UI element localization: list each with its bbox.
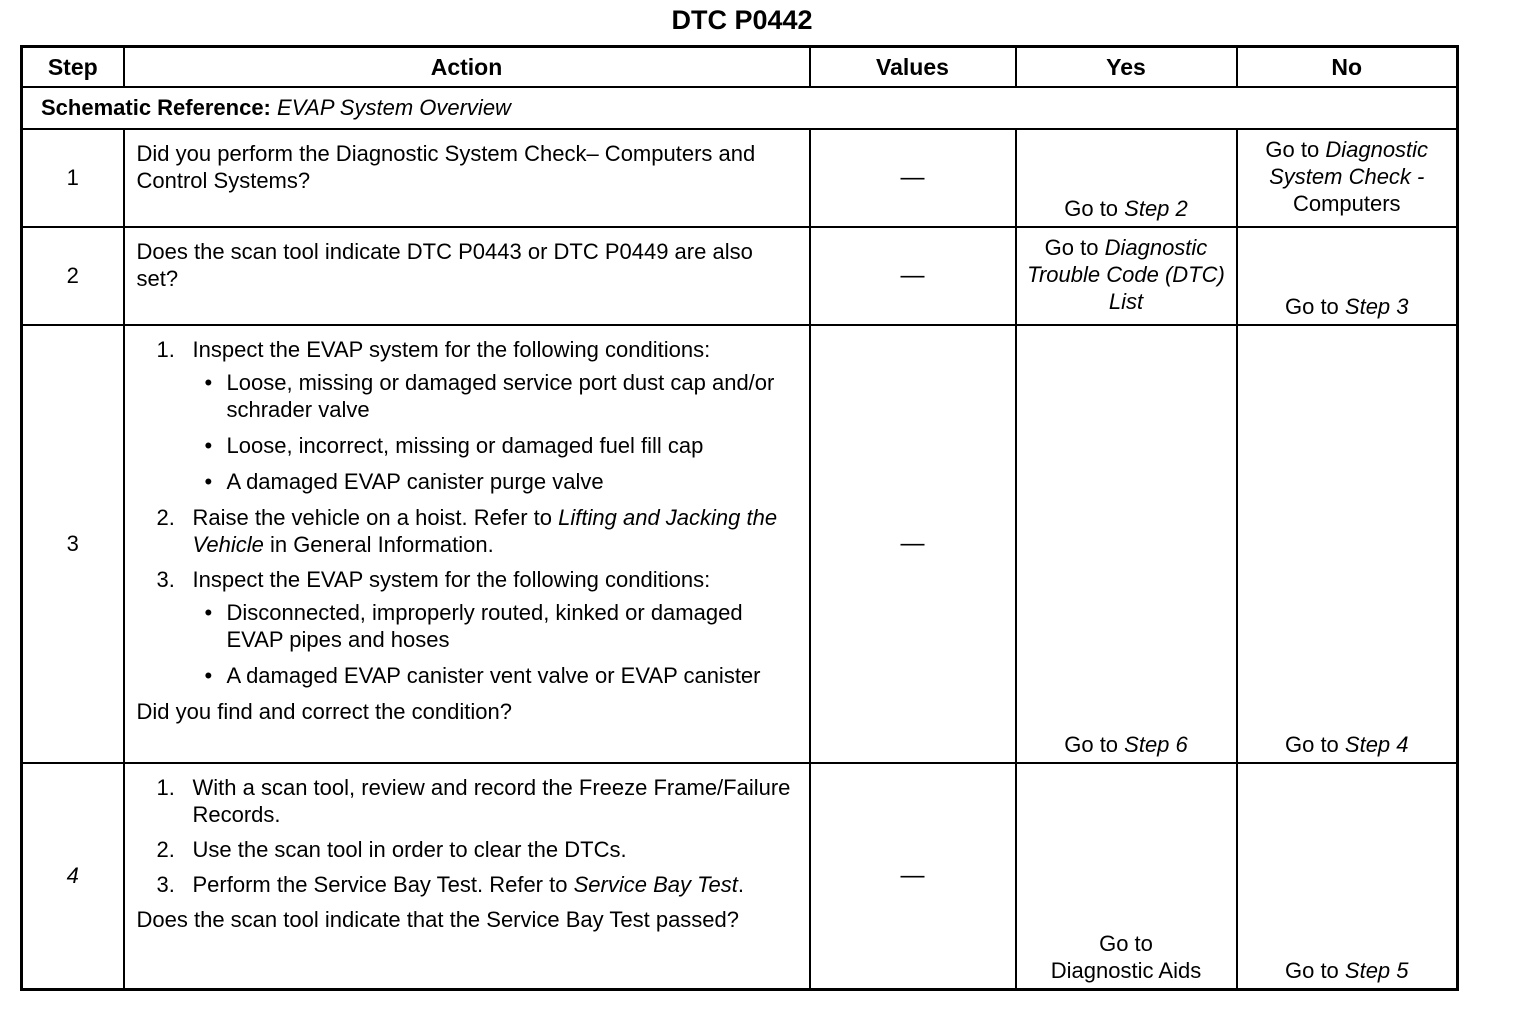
value-cell: — bbox=[810, 227, 1016, 325]
header-values: Values bbox=[810, 47, 1016, 88]
header-step: Step bbox=[22, 47, 124, 88]
condition-list bbox=[193, 599, 795, 689]
table-row bbox=[22, 227, 1458, 325]
list-item: • A damaged EVAP canister purge valve bbox=[193, 468, 795, 495]
reference-link[interactable]: Lifting and Jacking the Vehicle bbox=[192, 505, 778, 557]
no-prefix: Go to bbox=[1284, 732, 1345, 757]
action-question: Does the scan tool indicate DTC P0443 or DTC P0449 are also set? bbox=[136, 239, 753, 291]
step-item-suffix: . bbox=[737, 872, 744, 897]
diagnostic-table bbox=[20, 45, 1459, 991]
value-cell: — bbox=[810, 763, 1016, 989]
action-cell bbox=[124, 227, 810, 325]
table-row bbox=[22, 763, 1458, 989]
yes-link[interactable]: Step 2 bbox=[1124, 196, 1188, 221]
yes-prefix: Go to bbox=[1044, 235, 1105, 260]
yes-link[interactable]: Step 6 bbox=[1124, 732, 1188, 757]
step-item-number: 2. bbox=[156, 505, 175, 530]
page-title: DTC P0442 bbox=[671, 5, 813, 35]
action-step bbox=[137, 871, 795, 898]
list-item: • Loose, incorrect, missing or damaged fuel fill cap bbox=[193, 432, 795, 459]
action-cell bbox=[124, 763, 810, 989]
step-item-text: Perform the Service Bay Test. Refer to bbox=[192, 872, 574, 897]
step-item-text: Inspect the EVAP system for the following conditions: bbox=[192, 567, 711, 592]
action-step bbox=[137, 836, 795, 863]
action-cell bbox=[124, 129, 810, 227]
action-question: Does the scan tool indicate that the Service Bay Test passed? bbox=[136, 907, 740, 932]
step-item-suffix: in General Information. bbox=[263, 532, 494, 557]
action-cell bbox=[124, 325, 810, 763]
condition-list bbox=[193, 369, 795, 495]
no-cell bbox=[1237, 129, 1458, 227]
no-cell bbox=[1237, 227, 1458, 325]
no-cell bbox=[1237, 325, 1458, 763]
step-number: 2 bbox=[22, 227, 124, 325]
schematic-row bbox=[22, 87, 1458, 129]
schematic-label: Schematic Reference: bbox=[41, 95, 271, 120]
no-link[interactable]: Step 5 bbox=[1344, 957, 1409, 983]
header-yes: Yes bbox=[1016, 47, 1237, 88]
action-step bbox=[137, 566, 795, 689]
yes-prefix: Go to bbox=[1064, 196, 1125, 221]
step-number: 4 bbox=[22, 763, 124, 989]
list-item: • Loose, missing or damaged service port dust cap and/or schrader valve bbox=[193, 369, 795, 423]
yes-cell bbox=[1016, 227, 1237, 325]
no-suffix: Computers bbox=[1292, 191, 1401, 216]
action-question: Did you perform the Diagnostic System Check– Computers and Control Systems? bbox=[136, 141, 756, 193]
action-steps bbox=[137, 774, 795, 898]
step-item-text: With a scan tool, review and record the Freeze Frame/Failure Records. bbox=[192, 775, 791, 827]
no-link[interactable]: Diagnostic System Check - bbox=[1269, 137, 1429, 189]
action-question: Did you find and correct the condition? bbox=[136, 699, 512, 724]
header-row bbox=[22, 47, 1458, 88]
header-action: Action bbox=[124, 47, 810, 88]
step-item-number: 1. bbox=[156, 775, 175, 800]
yes-cell bbox=[1016, 763, 1237, 989]
no-prefix: Go to bbox=[1265, 137, 1326, 162]
schematic-value: EVAP System Overview bbox=[277, 95, 511, 120]
table-row bbox=[22, 325, 1458, 763]
yes-cell bbox=[1016, 129, 1237, 227]
no-cell bbox=[1237, 763, 1458, 989]
no-link[interactable]: Step 3 bbox=[1344, 294, 1409, 319]
header-no: No bbox=[1237, 47, 1458, 88]
value-cell: — bbox=[810, 129, 1016, 227]
value-cell: — bbox=[810, 325, 1016, 763]
yes-cell bbox=[1016, 325, 1237, 763]
yes-link[interactable]: Diagnostic Aids bbox=[1050, 957, 1202, 983]
step-item-number: 3. bbox=[156, 872, 175, 897]
action-steps bbox=[137, 336, 795, 689]
list-item: • Disconnected, improperly routed, kinked or damaged EVAP pipes and hoses bbox=[193, 599, 795, 653]
no-prefix: Go to bbox=[1284, 957, 1345, 983]
action-step bbox=[137, 336, 795, 495]
step-item-number: 3. bbox=[156, 567, 175, 592]
step-number: 3 bbox=[22, 325, 124, 763]
action-step bbox=[137, 504, 795, 558]
step-item-text: Inspect the EVAP system for the following conditions: bbox=[192, 337, 711, 362]
step-item-number: 1. bbox=[156, 337, 175, 362]
step-item-text: Use the scan tool in order to clear the DTCs. bbox=[192, 837, 627, 862]
yes-link[interactable]: Diagnostic Trouble Code (DTC) List bbox=[1027, 235, 1225, 314]
step-item-number: 2. bbox=[156, 837, 175, 862]
schematic-reference bbox=[22, 87, 1458, 129]
no-prefix: Go to bbox=[1284, 294, 1345, 319]
step-number: 1 bbox=[22, 129, 124, 227]
table-row bbox=[22, 129, 1458, 227]
yes-prefix: Go to bbox=[1099, 930, 1153, 956]
list-item: • A damaged EVAP canister vent valve or EVAP canister bbox=[193, 662, 795, 689]
action-step bbox=[137, 774, 795, 828]
reference-link[interactable]: Service Bay Test bbox=[573, 872, 738, 897]
step-item-text: Raise the vehicle on a hoist. Refer to bbox=[192, 505, 559, 530]
no-link[interactable]: Step 4 bbox=[1344, 732, 1409, 757]
yes-prefix: Go to bbox=[1064, 732, 1125, 757]
